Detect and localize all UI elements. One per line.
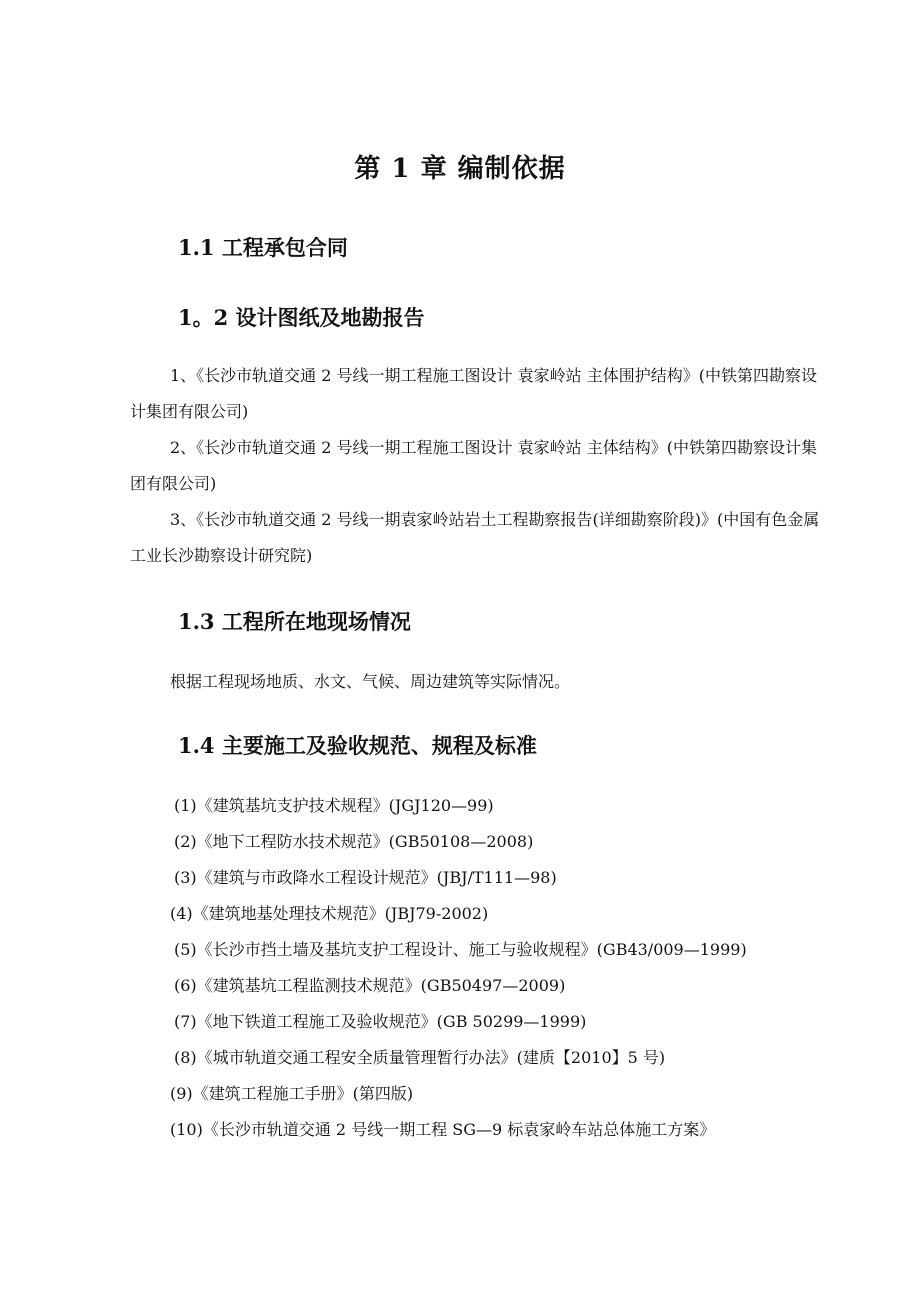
standards-list (170, 788, 747, 1148)
standard-item: (4)《建筑地基处理技术规范》(JBJ79-2002) (170, 904, 489, 923)
section-heading-1-4: 1.4 主要施工及验收规范、规程及标准 (178, 733, 537, 758)
section-heading-1-2: 1。2 设计图纸及地勘报告 (178, 305, 425, 330)
design-document-item-3: 3、《长沙市轨道交通 2 号线一期袁家岭站岩土工程勘察报告(详细勘察阶段)》(中国有色金属工业长沙勘察设计研究院) (130, 510, 820, 565)
standard-item: (9)《建筑工程施工手册》(第四版) (170, 1084, 414, 1103)
standard-item: (1)《建筑基坑支护技术规程》(JGJ120—99) (174, 796, 494, 815)
standard-item: (5)《长沙市挡土墙及基坑支护工程设计、施工与验收规程》(GB43/009—1999) (174, 940, 747, 959)
standard-item: (7)《地下铁道工程施工及验收规范》(GB 50299—1999) (174, 1012, 587, 1031)
standard-item: (10)《长沙市轨道交通 2 号线一期工程 SG—9 标袁家岭车站总体施工方案》 (170, 1120, 716, 1139)
design-document-item-1: 1、《长沙市轨道交通 2 号线一期工程施工图设计 袁家岭站 主体围护结构》(中铁第四勘察设计集团有限公司) (130, 366, 817, 421)
site-conditions-text: 根据工程现场地质、水文、气候、周边建筑等实际情况。 (170, 672, 571, 691)
standard-item: (8)《城市轨道交通工程安全质量管理暂行办法》(建质【2010】5 号) (174, 1048, 666, 1067)
standard-item: (3)《建筑与市政降水工程设计规范》(JBJ/T111—98) (174, 868, 557, 887)
standard-item: (6)《建筑基坑工程监测技术规范》(GB50497—2009) (174, 976, 566, 995)
design-document-item-2: 2、《长沙市轨道交通 2 号线一期工程施工图设计 袁家岭站 主体结构》(中铁第四勘察设计集团有限公司) (130, 438, 817, 493)
standard-item: (2)《地下工程防水技术规范》(GB50108—2008) (174, 832, 534, 851)
section-heading-1-3: 1.3 工程所在地现场情况 (178, 609, 411, 634)
section-heading-1-1: 1.1 工程承包合同 (178, 235, 348, 260)
chapter-title: 第 1 章 编制依据 (354, 154, 566, 184)
